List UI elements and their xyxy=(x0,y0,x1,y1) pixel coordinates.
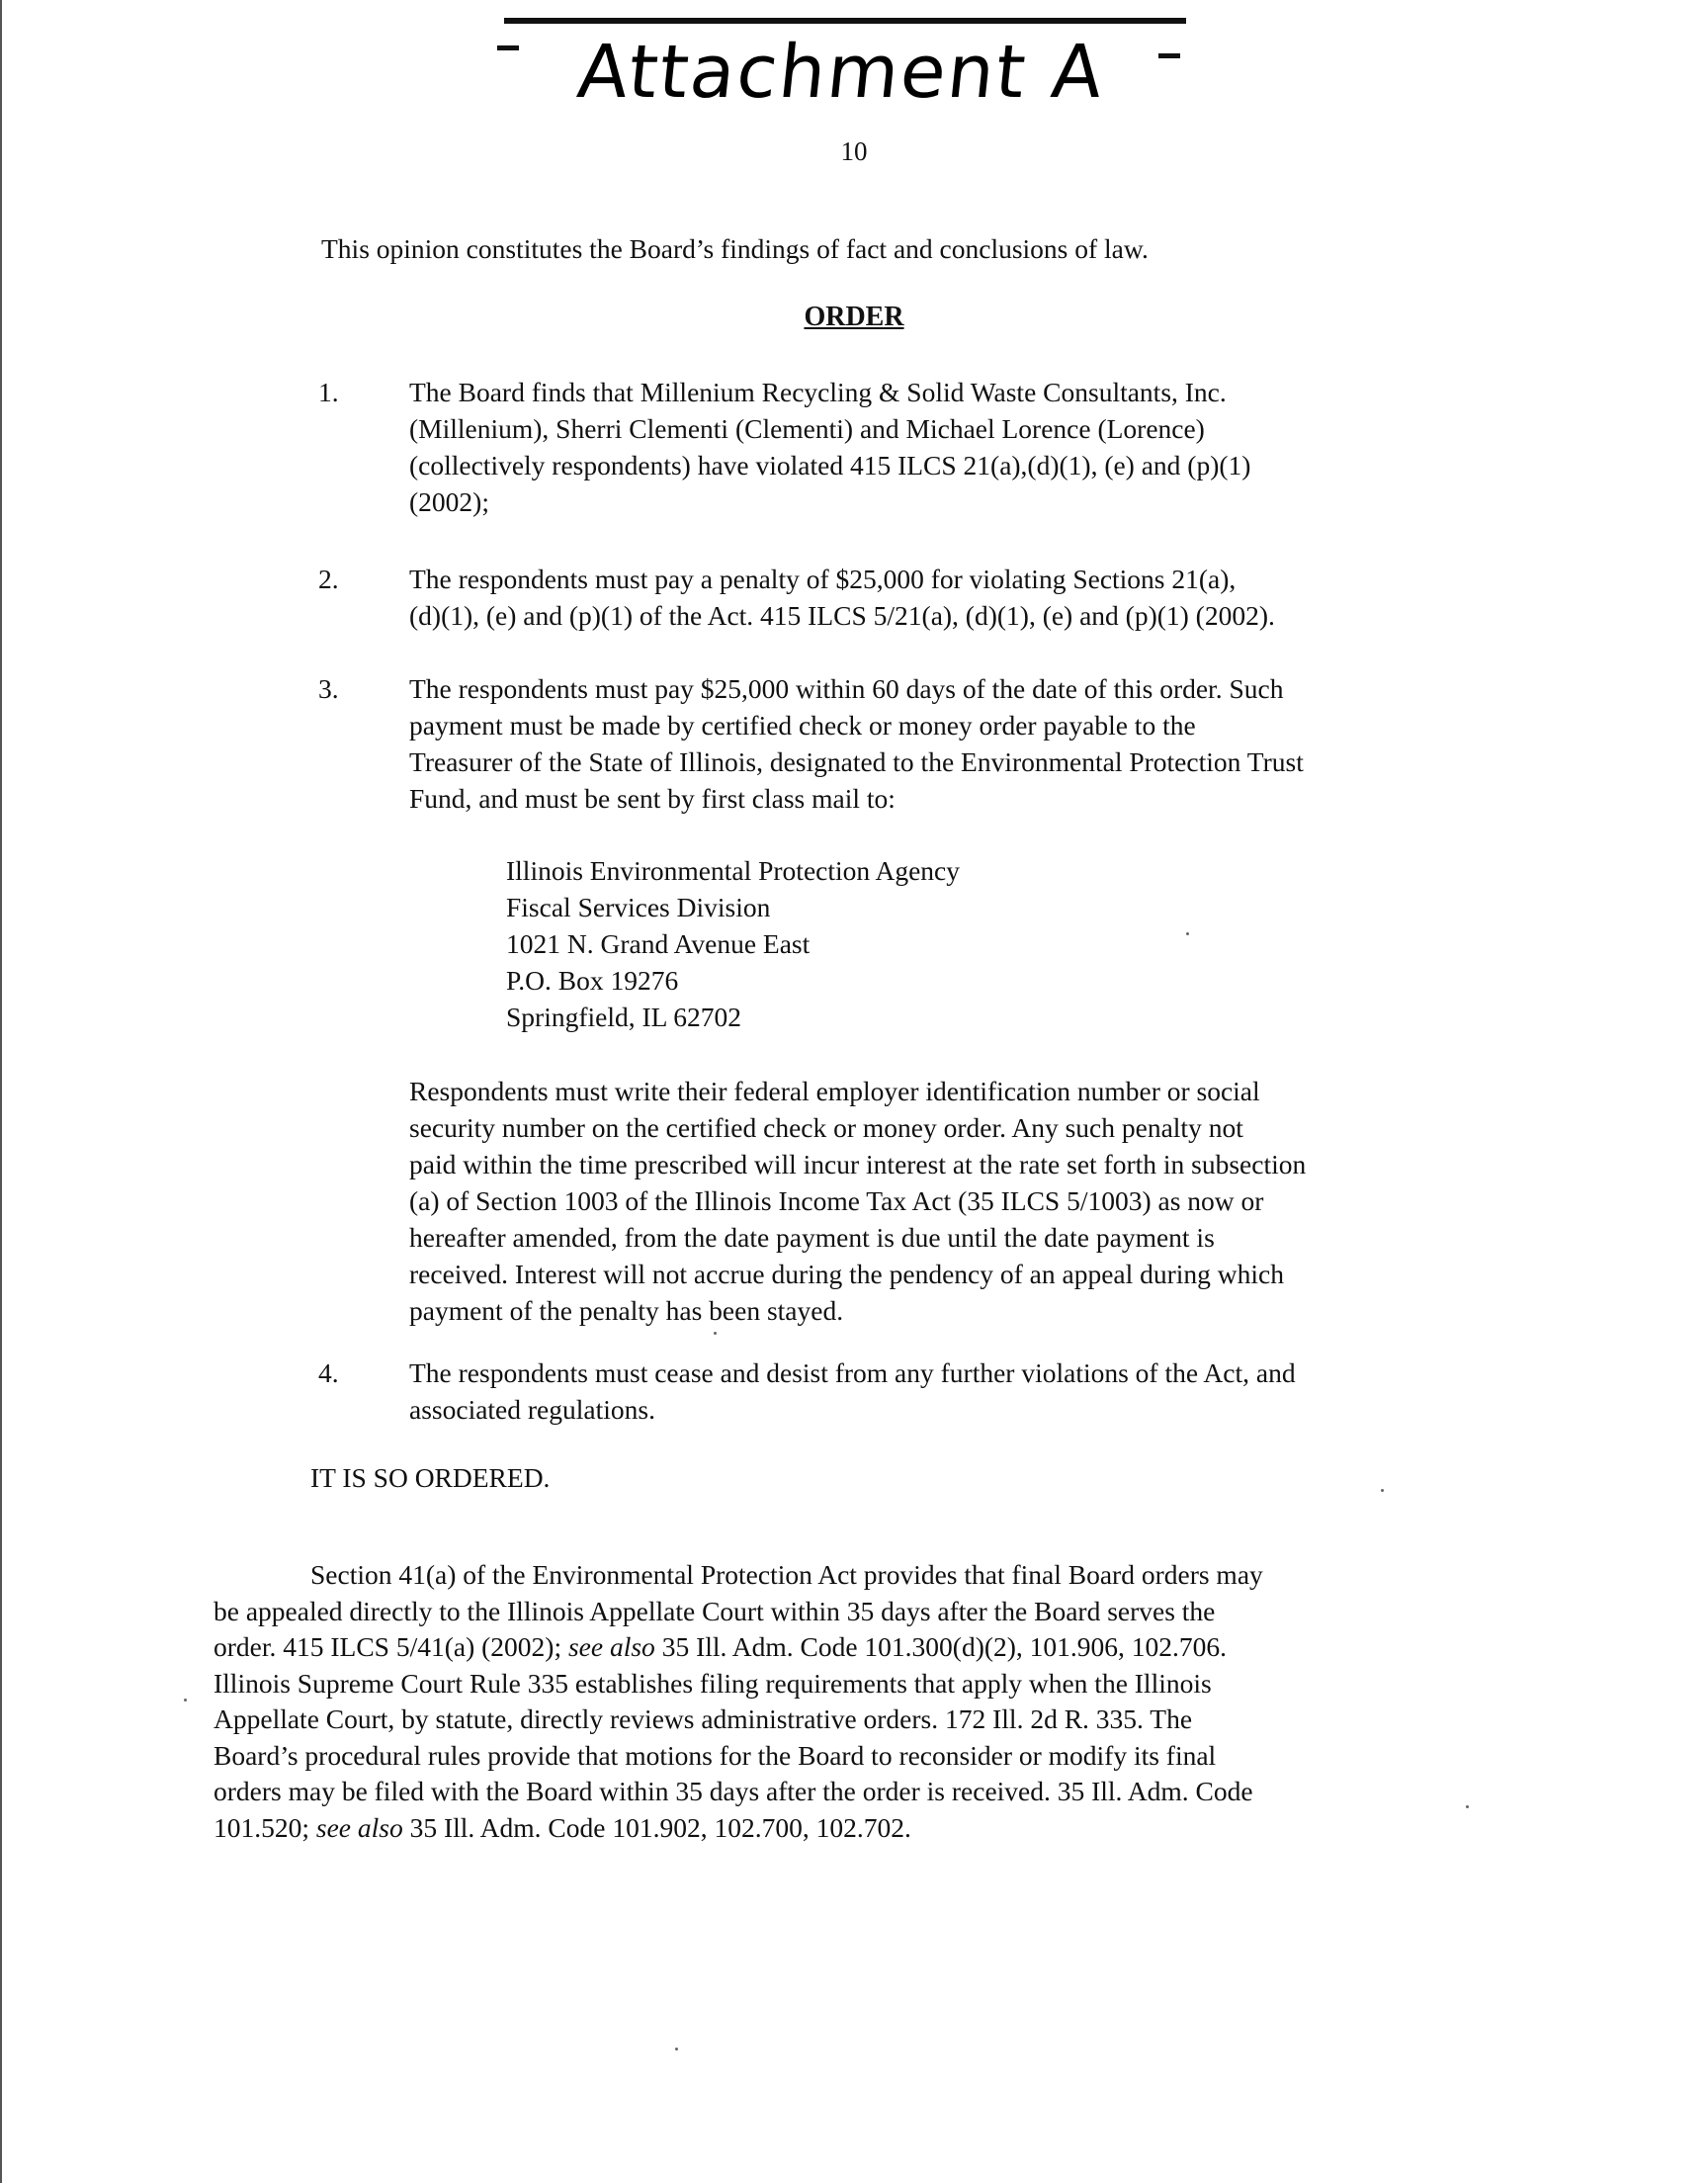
address-line: Springfield, IL 62702 xyxy=(506,1002,742,1032)
appeal-line xyxy=(214,1702,1263,1738)
item-line: (d)(1), (e) and (p)(1) of the Act. 415 ILCS 5/21(a), (d)(1), (e) and (p)(1) (2002). xyxy=(409,600,1275,631)
item-line: The respondents must pay $25,000 within 60 days of the date of this order. Such xyxy=(409,673,1284,704)
item-line: Fund, and must be sent by first class mail to: xyxy=(409,783,896,814)
appeal-paragraph xyxy=(214,1557,1263,1846)
header-dash-left xyxy=(497,45,519,50)
order-heading: ORDER xyxy=(804,302,904,332)
citation-signal: see also xyxy=(315,1811,403,1843)
handwritten-title: Attachment A xyxy=(573,30,1109,115)
appeal-line xyxy=(214,1594,1263,1630)
address-line: 1021 N. Grand Avenue East xyxy=(506,928,811,959)
item-3-continuation xyxy=(409,1073,1306,1329)
item-line: (Millenium), Sherri Clementi (Clementi) and Michael Lorence (Lorence) xyxy=(409,413,1205,444)
appeal-text: orders may be filed with the Board within 35 days after the order is received. 35 Ill. Adm. Code xyxy=(214,1776,1253,1806)
item-line: The respondents must pay a penalty of $25,000 for violating Sections 21(a), xyxy=(409,564,1237,594)
appeal-text: Board’s procedural rules provide that motions for the Board to reconsider or modify its final xyxy=(214,1739,1217,1771)
item-line: Respondents must write their federal employer identification number or social xyxy=(409,1076,1260,1106)
item-line: received. Interest will not accrue during the pendency of an appeal during which xyxy=(409,1259,1284,1289)
scan-speck xyxy=(714,1332,717,1335)
address-line: Illinois Environmental Protection Agency xyxy=(506,855,961,886)
item-number: 3. xyxy=(318,673,339,704)
page-number: 10 xyxy=(840,136,868,166)
appeal-line xyxy=(214,1629,1263,1666)
appeal-text: 35 Ill. Adm. Code 101.300(d)(2), 101.906, 102.706. xyxy=(654,1631,1228,1662)
mailing-address xyxy=(506,852,960,1035)
appeal-text: Section 41(a) of the Environmental Protection Act provides that final Board orders may xyxy=(310,1559,1263,1590)
item-number: 4. xyxy=(318,1357,339,1388)
citation-signal: see also xyxy=(567,1631,655,1662)
appeal-text: 101.520; xyxy=(214,1811,316,1843)
header-dash-right xyxy=(1158,53,1180,58)
item-line: Treasurer of the State of Illinois, designated to the Environmental Protection Trust xyxy=(409,746,1304,777)
item-line: hereafter amended, from the date payment is due until the date payment is xyxy=(409,1222,1215,1253)
scan-speck xyxy=(1186,932,1189,935)
intro-sentence: This opinion constitutes the Board’s findings of fact and conclusions of law. xyxy=(321,233,1149,264)
item-line: payment must be made by certified check or money order payable to the xyxy=(409,710,1196,741)
appeal-line xyxy=(214,1666,1263,1703)
appeal-line xyxy=(214,1774,1263,1810)
item-line: associated regulations. xyxy=(409,1394,655,1425)
appeal-line xyxy=(214,1557,1263,1594)
item-line: The respondents must cease and desist from any further violations of the Act, and xyxy=(409,1357,1296,1388)
appeal-text: be appealed directly to the Illinois Appellate Court within 35 days after the Board serves the xyxy=(214,1595,1216,1626)
scan-speck xyxy=(675,2048,678,2051)
appeal-text: 35 Ill. Adm. Code 101.902, 102.700, 102.702. xyxy=(402,1811,911,1843)
appeal-line xyxy=(214,1810,1263,1847)
scan-speck xyxy=(1381,1489,1384,1492)
address-line: P.O. Box 19276 xyxy=(506,965,679,996)
order-item-4 xyxy=(409,1354,1296,1428)
item-line: (collectively respondents) have violated 415 ILCS 21(a),(d)(1), (e) and (p)(1) xyxy=(409,450,1251,480)
item-number: 1. xyxy=(318,377,339,407)
scan-speck xyxy=(1466,1805,1469,1808)
appeal-text: Appellate Court, by statute, directly reviews administrative orders. 172 Ill. 2d R. 335. The xyxy=(214,1703,1193,1734)
item-line: paid within the time prescribed will incur interest at the rate set forth in subsection xyxy=(409,1149,1307,1179)
appeal-line xyxy=(214,1738,1263,1775)
item-line: (a) of Section 1003 of the Illinois Income Tax Act (35 ILCS 5/1003) as now or xyxy=(409,1185,1264,1216)
item-line: (2002); xyxy=(409,486,489,517)
item-number: 2. xyxy=(318,564,339,594)
order-item-3 xyxy=(409,670,1304,817)
item-line: security number on the certified check or money order. Any such penalty not xyxy=(409,1112,1243,1143)
order-item-2 xyxy=(409,561,1275,634)
appeal-text: Illinois Supreme Court Rule 335 establishes filing requirements that apply when the Illinois xyxy=(214,1667,1212,1699)
item-line: payment of the penalty has been stayed. xyxy=(409,1295,844,1326)
header-rule xyxy=(504,18,1186,24)
item-line: The Board finds that Millenium Recycling & Solid Waste Consultants, Inc. xyxy=(409,377,1227,407)
order-item-1 xyxy=(409,374,1250,520)
scan-speck xyxy=(184,1699,187,1702)
address-line: Fiscal Services Division xyxy=(506,892,771,922)
so-ordered: IT IS SO ORDERED. xyxy=(310,1462,551,1493)
appeal-text: order. 415 ILCS 5/41(a) (2002); xyxy=(214,1631,568,1662)
